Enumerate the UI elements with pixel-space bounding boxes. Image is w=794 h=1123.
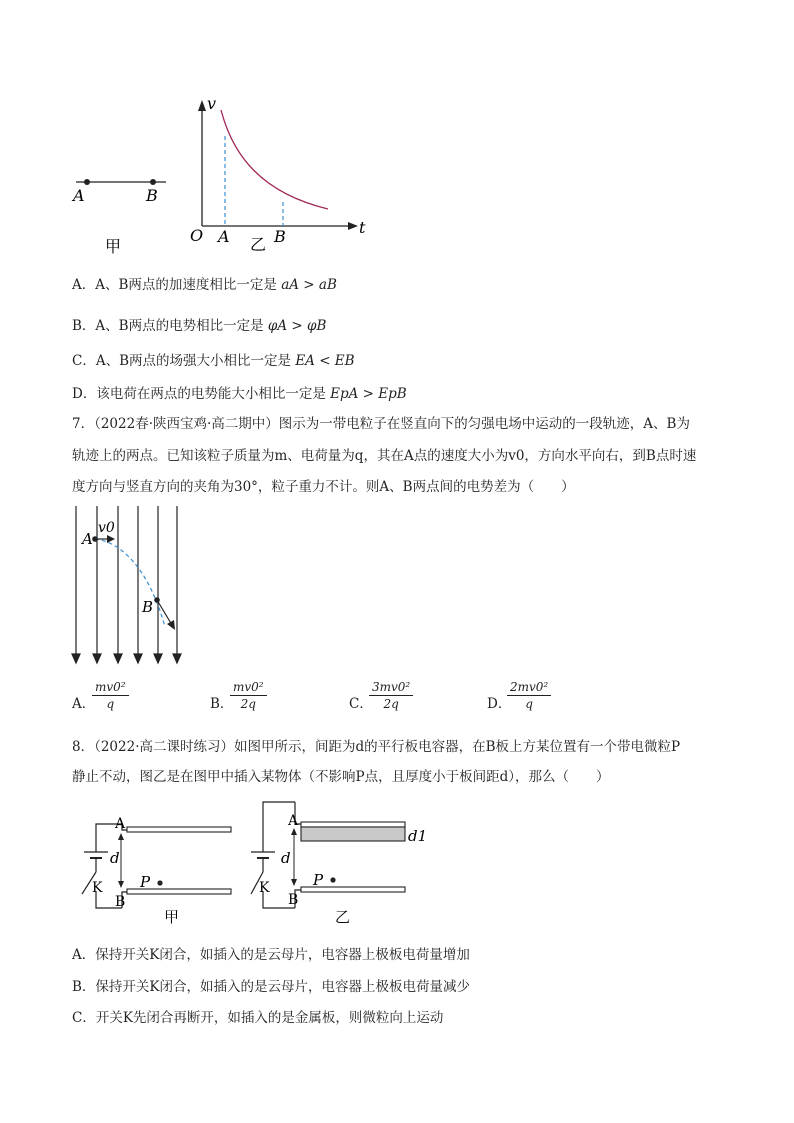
label-a: A xyxy=(288,813,299,829)
label-p: P xyxy=(140,873,151,891)
q7-stem-line3: 度方向与竖直方向的夹角为30°，粒子重力不计。则A、B两点间的电势差为（ ） xyxy=(72,479,575,495)
field-arrow xyxy=(173,654,181,663)
label-v0: v0 xyxy=(98,520,115,536)
figure-q7 xyxy=(68,502,188,668)
q7-stem-line2: 轨迹上的两点。已知该粒子质量为m、电荷量为q，其在A点的速度大小为v0，方向水平向右，到B点时速 xyxy=(72,448,697,464)
field-arrow xyxy=(114,654,122,663)
t-axis-arrow xyxy=(348,222,358,230)
label-b: B xyxy=(142,598,154,616)
label-k: K xyxy=(92,880,103,896)
particle-p xyxy=(157,880,162,885)
t-label: t xyxy=(359,218,366,237)
point-a xyxy=(84,179,90,185)
v-label: v xyxy=(207,94,217,113)
vb-arrowhead xyxy=(167,620,175,630)
label-b: B xyxy=(288,892,299,908)
vb-arrow xyxy=(157,600,172,625)
q7-option-c: C． $\frac{\text{3mv0²}}{2q}$ xyxy=(349,680,469,724)
axis-b-label: B xyxy=(274,227,286,246)
origin-label: O xyxy=(190,226,204,245)
distance-arrowhead xyxy=(118,881,124,888)
trajectory xyxy=(95,539,165,627)
label-k: K xyxy=(259,880,270,896)
q7-option-b: B． $\frac{\text{mv0²}}{2q}$ xyxy=(210,680,330,724)
q8-option-a: A．保持开关K闭合，如插入的是云母片，电容器上极板电荷量增加 xyxy=(72,947,470,963)
label-d: d xyxy=(281,849,291,867)
field-arrow xyxy=(134,654,142,663)
particle-p xyxy=(330,877,335,882)
figure-q6 xyxy=(60,92,390,262)
caption-jia: 甲 xyxy=(105,237,122,256)
caption-yi: 乙 xyxy=(335,908,351,926)
field-arrow xyxy=(72,654,80,663)
label-d1: d1 xyxy=(408,827,428,845)
label-p: P xyxy=(313,871,324,889)
label-a: A xyxy=(115,816,126,832)
v-axis-arrow xyxy=(198,100,206,111)
label-b: B xyxy=(146,186,158,205)
q6-option-d: D．该电荷在两点的电势能大小相比一定是 EpA > EpB xyxy=(72,386,407,402)
field-arrow xyxy=(93,654,101,663)
v0-arrowhead xyxy=(107,535,115,543)
figure-q8-yi xyxy=(245,800,435,930)
field-arrow xyxy=(154,654,162,663)
distance-arrowhead xyxy=(118,833,124,840)
q7-stem-line1: 7．（2022春·陕西宝鸡·高二期中）图示为一带电粒子在竖直向下的匀强电场中运动的一段轨迹，A、B为 xyxy=(72,416,690,432)
q7-option-a: A． $\frac{\text{mv0²}}{q}$ xyxy=(72,680,192,724)
q8-stem-line1: 8．（2022·高二课时练习）如图甲所示，间距为d的平行板电容器，在B板上方某位置有一个带电微粒P xyxy=(72,739,681,755)
distance-arrowhead xyxy=(291,879,297,886)
vt-curve xyxy=(221,110,328,209)
q8-option-c: C．开关K先闭合再断开，如插入的是金属板，则微粒向上运动 xyxy=(72,1010,444,1026)
q6-option-c: C．A、B两点的场强大小相比一定是 EA < EB xyxy=(72,353,355,369)
label-a: A xyxy=(73,186,85,205)
q8-option-b: B．保持开关K闭合，如插入的是云母片，电容器上极板电荷量减少 xyxy=(72,979,471,995)
label-a: A xyxy=(82,530,93,548)
q6-option-a: A．A、B两点的加速度相比一定是 aA > aB xyxy=(72,277,337,293)
point-b xyxy=(150,179,156,185)
caption-yi: 乙 xyxy=(250,235,267,254)
caption-jia: 甲 xyxy=(164,908,180,926)
q6-option-b: B．A、B两点的电势相比一定是 φA > φB xyxy=(72,318,327,334)
plate-a xyxy=(301,822,405,827)
inserted-slab xyxy=(301,827,405,841)
label-b: B xyxy=(115,894,126,910)
distance-arrowhead xyxy=(291,828,297,835)
figure-q8-jia xyxy=(72,800,242,930)
plate-a xyxy=(127,827,231,832)
axis-a-label: A xyxy=(218,227,230,246)
q7-option-d: D． $\frac{\text{2mv0²}}{q}$ xyxy=(487,680,607,724)
label-d: d xyxy=(110,849,120,867)
q8-stem-line2: 静止不动，图乙是在图甲中插入某物体（不影响P点，且厚度小于板间距d），那么（ ） xyxy=(72,769,610,785)
